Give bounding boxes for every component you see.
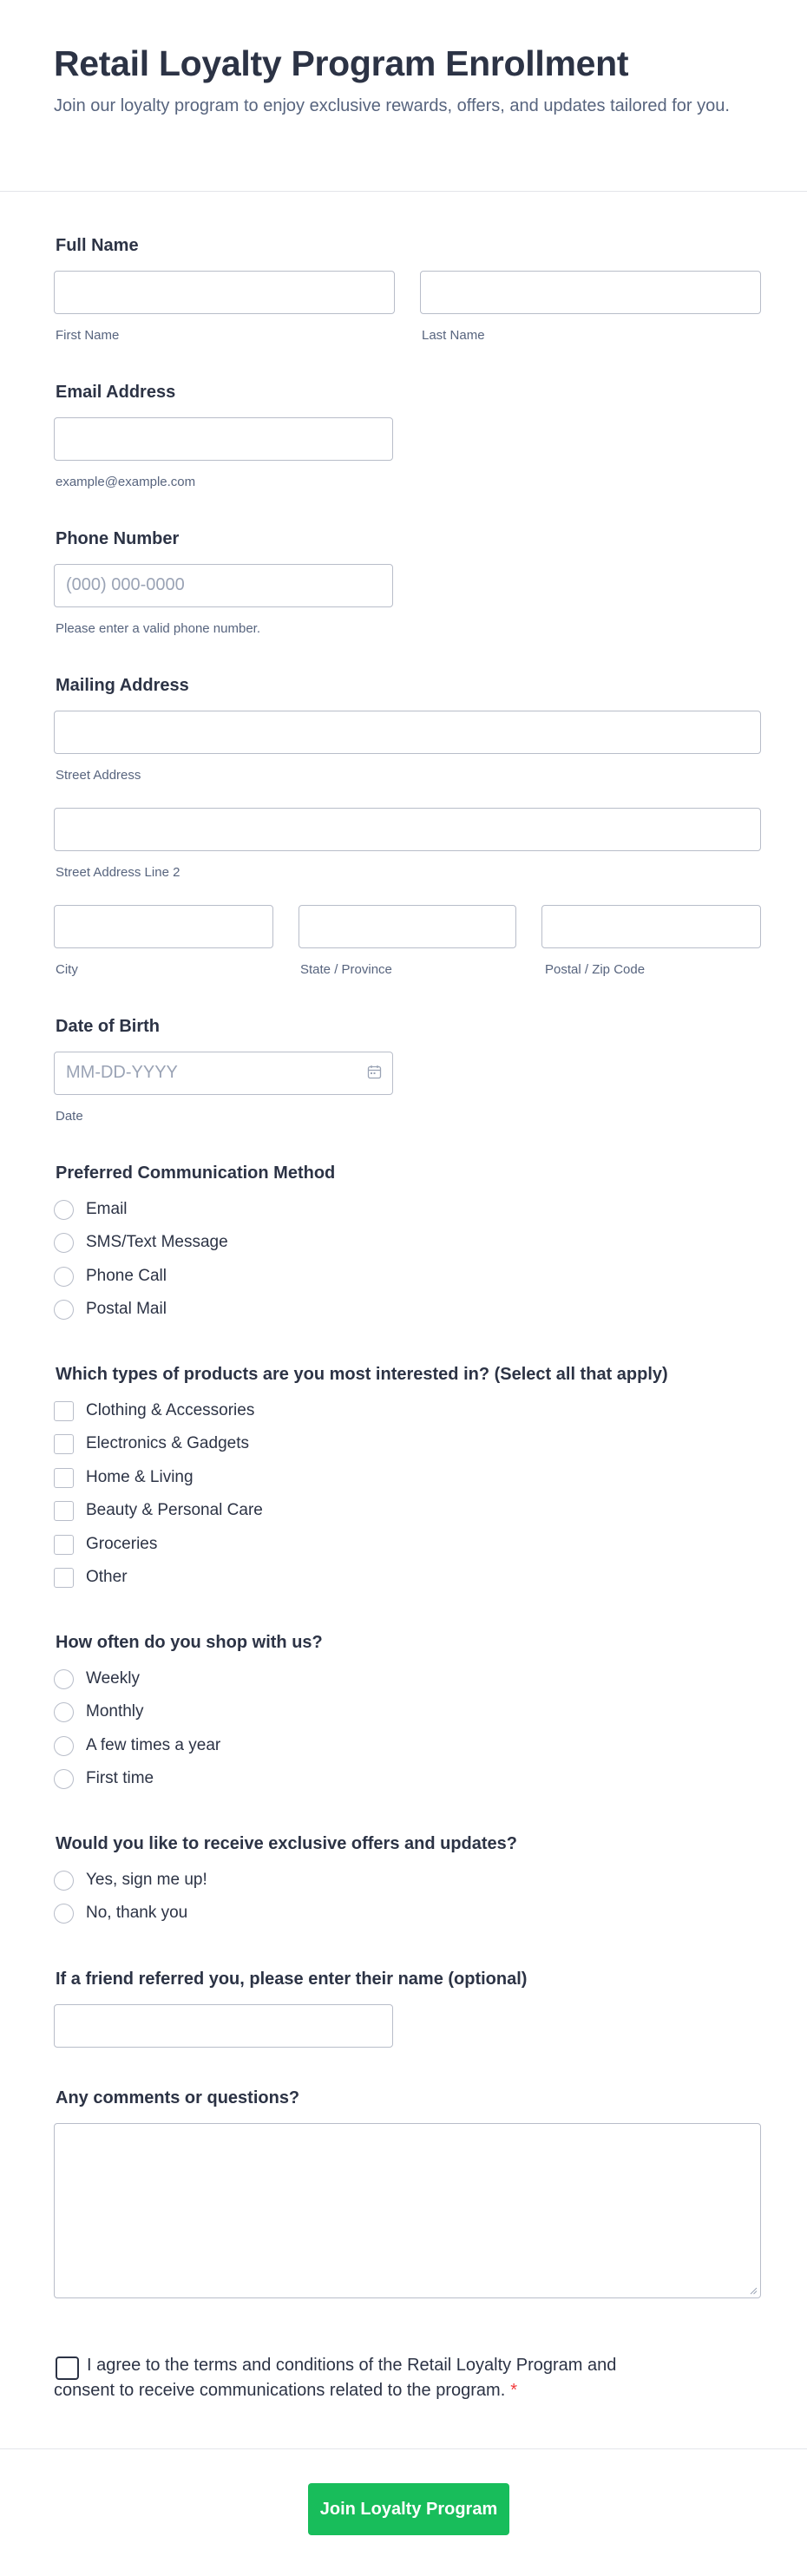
- phone-label: Phone Number: [56, 529, 180, 548]
- radio-offers-yes[interactable]: [54, 1871, 74, 1891]
- checkbox-products-beauty[interactable]: [54, 1501, 74, 1521]
- terms-label: [54, 2353, 679, 2403]
- checkbox-products-groceries[interactable]: [54, 1535, 74, 1555]
- email-sublabel: example@example.com: [56, 475, 196, 489]
- frequency-option-label: Weekly: [86, 1669, 140, 1688]
- calendar-icon[interactable]: [367, 1065, 382, 1079]
- products-option-label: Home & Living: [86, 1468, 194, 1486]
- required-asterisk: *: [510, 2381, 518, 2400]
- email-field[interactable]: [54, 417, 393, 461]
- dob-placeholder: MM-DD-YYYY: [66, 1063, 178, 1082]
- products-option-label: Other: [86, 1568, 128, 1586]
- address-label: Mailing Address: [56, 676, 189, 695]
- checkbox-products-electronics[interactable]: [54, 1434, 74, 1454]
- last-name-input[interactable]: [420, 271, 761, 314]
- zip-input[interactable]: [541, 905, 761, 948]
- checkbox-products-other[interactable]: [54, 1568, 74, 1588]
- street-address-input[interactable]: [54, 711, 761, 754]
- products-option-label: Electronics & Gadgets: [86, 1434, 249, 1452]
- communication-label: Preferred Communication Method: [56, 1163, 336, 1183]
- email-label: Email Address: [56, 383, 176, 402]
- referral-label: If a friend referred you, please enter their name (optional): [56, 1970, 528, 1989]
- comments-label: Any comments or questions?: [56, 2088, 300, 2107]
- resize-handle-icon[interactable]: [749, 2286, 758, 2295]
- offers-label: Would you like to receive exclusive offers and updates?: [56, 1834, 518, 1853]
- radio-communication-sms[interactable]: [54, 1233, 74, 1253]
- communication-option-label: Email: [86, 1200, 128, 1218]
- dob-label: Date of Birth: [56, 1017, 160, 1036]
- radio-communication-email[interactable]: [54, 1200, 74, 1220]
- terms-text: I agree to the terms and conditions of the Retail Loyalty Program and consent to receive communications related to the program.: [54, 2356, 617, 2400]
- first-name-input[interactable]: [54, 271, 395, 314]
- offers-option-label: Yes, sign me up!: [86, 1871, 207, 1889]
- phone-placeholder: (000) 000-0000: [66, 575, 185, 594]
- phone-input[interactable]: [54, 564, 393, 607]
- frequency-option-label: A few times a year: [86, 1736, 221, 1754]
- frequency-label: How often do you shop with us?: [56, 1633, 323, 1652]
- frequency-option-label: Monthly: [86, 1702, 144, 1721]
- communication-option-label: SMS/Text Message: [86, 1233, 228, 1251]
- phone-sublabel: Please enter a valid phone number.: [56, 621, 260, 636]
- dob-sublabel: Date: [56, 1109, 83, 1124]
- radio-communication-phone[interactable]: [54, 1267, 74, 1287]
- frequency-option-label: First time: [86, 1769, 154, 1787]
- street-address-sublabel: Street Address: [56, 768, 141, 783]
- radio-frequency-first-time[interactable]: [54, 1769, 74, 1789]
- radio-frequency-few-times[interactable]: [54, 1736, 74, 1756]
- first-name-sublabel: First Name: [56, 328, 120, 343]
- communication-option-label: Phone Call: [86, 1267, 167, 1285]
- checkbox-products-clothing[interactable]: [54, 1401, 74, 1421]
- checkbox-products-home[interactable]: [54, 1468, 74, 1488]
- dob-input[interactable]: [54, 1052, 393, 1095]
- full-name-label: Full Name: [56, 236, 139, 255]
- state-sublabel: State / Province: [300, 962, 392, 977]
- last-name-sublabel: Last Name: [422, 328, 485, 343]
- radio-frequency-monthly[interactable]: [54, 1702, 74, 1722]
- header-divider: [0, 191, 807, 192]
- footer-divider: [0, 2448, 807, 2449]
- products-option-label: Clothing & Accessories: [86, 1401, 255, 1419]
- products-option-label: Beauty & Personal Care: [86, 1501, 263, 1519]
- products-label: Which types of products are you most interested in? (Select all that apply): [56, 1365, 668, 1384]
- form-title: Retail Loyalty Program Enrollment: [54, 43, 629, 83]
- form-subtitle: Join our loyalty program to enjoy exclusive rewards, offers, and updates tailored for you.: [54, 96, 730, 115]
- join-loyalty-program-button[interactable]: Join Loyalty Program: [308, 2483, 509, 2535]
- referral-input[interactable]: [54, 2004, 393, 2048]
- radio-communication-mail[interactable]: [54, 1300, 74, 1320]
- street-address-line2-input[interactable]: [54, 808, 761, 851]
- comments-textarea[interactable]: [54, 2123, 761, 2298]
- state-input[interactable]: [299, 905, 516, 948]
- street-address-line2-sublabel: Street Address Line 2: [56, 865, 180, 880]
- city-sublabel: City: [56, 962, 78, 977]
- radio-frequency-weekly[interactable]: [54, 1669, 74, 1689]
- offers-option-label: No, thank you: [86, 1904, 188, 1922]
- communication-option-label: Postal Mail: [86, 1300, 167, 1318]
- products-option-label: Groceries: [86, 1535, 158, 1553]
- zip-sublabel: Postal / Zip Code: [545, 962, 646, 977]
- city-input[interactable]: [54, 905, 273, 948]
- radio-offers-no[interactable]: [54, 1904, 74, 1924]
